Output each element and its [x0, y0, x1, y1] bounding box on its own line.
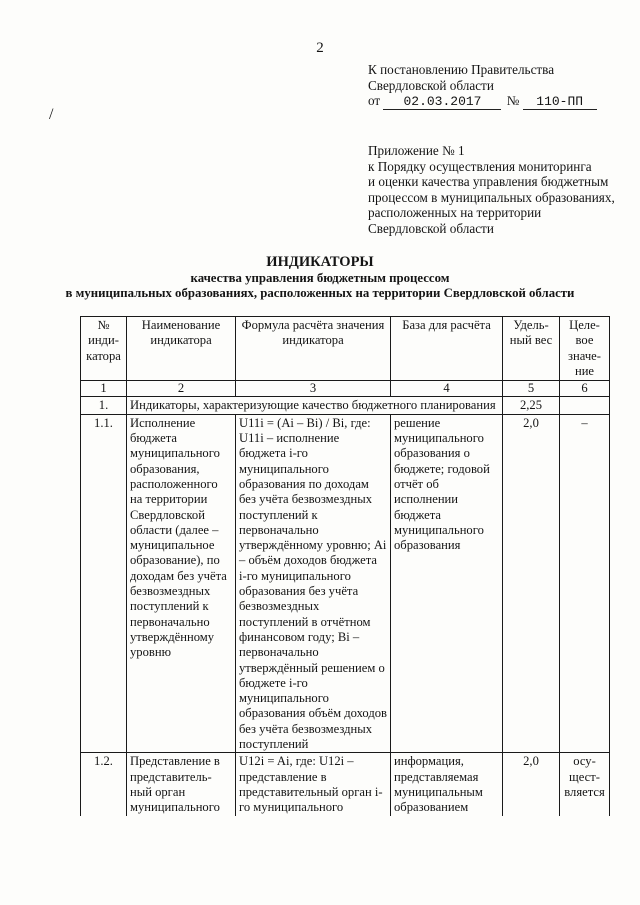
header-name: Наименование индикатора — [127, 317, 236, 381]
row-weight: 2,0 — [503, 753, 560, 816]
row-base: информация, представляемая муниципальным образованием — [391, 753, 503, 816]
indicators-table — [80, 316, 610, 816]
appendix-line-3: и оценки качества управления бюджетным — [368, 174, 609, 189]
document-subtitle-2: в муниципальных образованиях, расположенных на территории Свердловской области — [65, 286, 575, 300]
row-weight: 2,25 — [503, 397, 560, 414]
row-weight: 2,0 — [503, 414, 560, 753]
header-line-2: Свердловской области — [368, 77, 494, 93]
row-formula: U11i = (Ai – Bi) / Bi, где: U11i – исполнение бюджета i-го муниципального образования по доходам без учёта безвозмездных поступлений к первоначально утверждённому уровню; Ai – объём доходов бюджета i-го муниципального образования без учёта безвозмездных поступлений в отчётном финансовом году; Bi – первоначально утверждённый решением о бюджете i-го муниципального образования объём доходов без учёта безвозмездных поступлений — [236, 414, 391, 753]
row-name: Представление в представитель-ный орган муниципального — [127, 753, 236, 816]
document-subtitle-1: качества управления бюджетным процессом — [190, 271, 450, 285]
appendix-line-6: Свердловской области — [368, 220, 494, 236]
margin-mark: / — [49, 106, 54, 123]
header-line-1: К постановлению Правительства — [368, 62, 555, 77]
column-number-row — [81, 381, 610, 397]
header-base: База для расчёта — [391, 317, 503, 381]
header-weight: Удель-ный вес — [503, 317, 560, 381]
row-name: Исполнение бюджета муниципального образования, расположенного на территории Свердловской области (далее – муниципальное образование), по доходам без учёта безвозмездных поступлений к первоначально утверждённому уровню — [127, 414, 236, 753]
table-header-row — [81, 317, 610, 381]
page-number: 2 — [316, 40, 324, 56]
row-base: решение муниципального образования о бюджете; годовой отчёт об исполнении бюджета муниципального образования — [391, 414, 503, 753]
appendix-line-5: расположенных на территории — [368, 205, 542, 220]
col-number: 2 — [127, 381, 236, 397]
row-target: осу-щест-вляется — [560, 753, 610, 816]
resolution-number: 110-ПП — [523, 95, 597, 110]
table-row — [81, 753, 610, 816]
row-num: 1. — [81, 397, 127, 414]
appendix-line-4: процессом в муниципальных образованиях, — [368, 189, 615, 205]
col-number: 5 — [503, 381, 560, 397]
number-label: № — [506, 93, 520, 108]
appendix-block — [368, 143, 615, 236]
table-row — [81, 397, 610, 414]
from-label: от — [368, 93, 381, 108]
col-number: 3 — [236, 381, 391, 397]
group-title: Индикаторы, характеризующие качество бюджетного планирования — [127, 397, 503, 414]
header-date-line — [368, 93, 597, 110]
row-target-empty — [560, 397, 610, 414]
row-num: 1.2. — [81, 753, 127, 816]
resolution-header — [368, 62, 597, 110]
row-num: 1.1. — [81, 414, 127, 753]
col-number: 1 — [81, 381, 127, 397]
col-number: 4 — [391, 381, 503, 397]
row-target: – — [560, 414, 610, 753]
resolution-date: 02.03.2017 — [383, 95, 501, 110]
header-target: Целе-вое значе-ние — [560, 317, 610, 381]
col-number: 6 — [560, 381, 610, 397]
appendix-line-2: к Порядку осуществления мониторинга — [368, 158, 592, 174]
row-formula: U12i = Ai, где: U12i – представление в представительный орган i-го муниципального — [236, 753, 391, 816]
table-row — [81, 414, 610, 753]
document-title: ИНДИКАТОРЫ — [266, 254, 374, 270]
header-num: № инди-катора — [81, 317, 127, 381]
appendix-line-1: Приложение № 1 — [368, 143, 465, 158]
header-formula: Формула расчёта значения индикатора — [236, 317, 391, 381]
